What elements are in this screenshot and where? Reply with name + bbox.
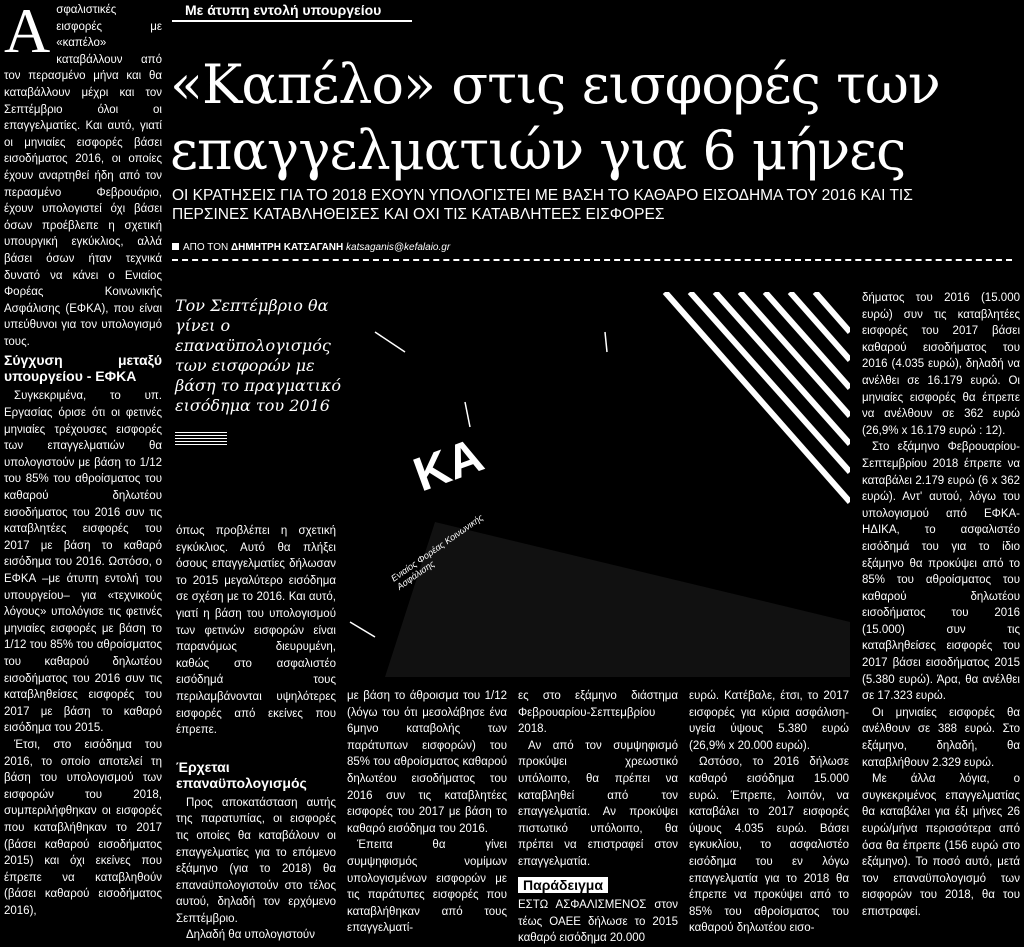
column-5 <box>689 688 849 937</box>
kicker-rule <box>172 20 412 22</box>
col1-subheading: Σύγχυση μεταξύ υπουργείου - ΕΦΚΑ <box>4 352 162 385</box>
col2-paragraph-3: Δηλαδή θα υπολογιστούν <box>186 929 315 942</box>
author-name: ΔΗΜΗΤΡΗ ΚΑΤΣΑΓΑΝΗ <box>230 242 344 253</box>
col1-paragraph-3: Έτσι, στο εισόδημα του 2016, το οποίο αποτελεί τη βάση του υπολογισμού των εισφορών του 2018, συμπεριλήφθηκαν οι εισφορές που καταβλήθηκαν το 2017 (βάσει καθαρού εισοδήματος 2015) και όχι εκείνες που έπρεπε να καταβληθούν (βάσει καθαρού εισοδήματος 2016), <box>4 738 162 917</box>
col3-paragraph-2: Έπειτα θα γίνει συμψηφισμός νομίμων υπολογισμένων εισφορών με τις παράτυπες εισφορές που καταβλήθηκαν από τους επαγγελματί- <box>347 839 507 935</box>
col1-paragraph-1: σφαλιστικές εισφορές με «καπέλο» καταβάλλουν από τον περασμένο μήνα και θα καταβάλλουν μέχρι και τον Σεπτέμβριο όλοι οι επαγγελματίες. Και αυτό, γιατί οι μηνιαίες εισφορές βάσει εισοδήματος 2016, οι οποίες έχουν αναρτηθεί ήδη από τον περασμένο Φεβρουάριο, έχουν υπολογιστεί όχι βάσει όσων προέβλεπε η σχετική υπουργική εγκύκλιος, αλλά βάσει όσων ήταν τεχνικά δυνατό να κάνει ο Ενιαίος Φορέας Κοινωνικής Ασφάλισης (ΕΦΚΑ), που είναι υπεύθυνοι για τον υπολογισμό τους. <box>4 4 162 348</box>
efka-building-photo <box>345 292 850 677</box>
column-6 <box>862 290 1020 921</box>
col4-paragraph-1: ες στο εξάμηνο διάστημα Φεβρουαρίου-Σεπτεμβρίου 2018. <box>518 690 678 736</box>
byline-prefix: ΑΠΟ ΤΟΝ <box>183 242 229 253</box>
col6-paragraph-1: δήματος του 2016 (15.000 ευρώ) συν τις καταβλητέες εισφορές του 2017 βάσει καθαρού εισοδήματος του 2016 (4.035 ευρώ), δηλαδή να ανέλθει σε 16.179 ευρώ. Οι μηνιαίες εισφορές θα έπρεπε να ανέλθουν σε 362 ευρώ (26,9% x 16.179 ευρώ : 12). <box>862 292 1020 437</box>
col1-paragraph-2: Συγκεκριμένα, το υπ. Εργασίας όρισε ότι οι φετινές μηνιαίες τρέχουσες εισφορές των επαγγελματιών θα υπολογιστούν με βάση το 1/12 του 85% του αθροίσματος του καθαρού δηλωτέου εισοδήματος του 2016 συν τις καταβλητέες εισφορές του 2017 με βάση το καθαρό εισόδημα του 2016. Ωστόσο, ο ΕΦΚΑ –με άτυπη εντολή του υπουργείου– για «τεχνικούς λόγους» υπολόγισε τις φετινές μηνιαίες εισφορές με βάση το 1/12 του 85% του αθροίσματος του καθαρού δηλωτέου εισοδήματος του 2016 συν τις καταβληθείσες εισφορές του 2017 με βάση το καθαρό εισόδημα του 2015. <box>4 390 162 735</box>
headline: «Καπέλο» στις εισφορές των επαγγελματιών για 6 μήνες <box>170 53 940 182</box>
bullet-square-icon <box>172 243 179 250</box>
col5-paragraph-1: ευρώ. Κατέβαλε, έτσι, το 2017 εισφορές για κύρια ασφάλιση-υγεία ύψους 5.380 ευρώ (26,9% x 20.000 ευρώ). <box>689 690 849 752</box>
col4-paragraph-2: Αν από τον συμψηφισμό προκύψει χρεωστικό υπόλοιπο, θα πρέπει να καταβληθεί από τον επαγγελματία. Αν προκύψει πιστωτικό υπόλοιπο, θα πρέπει να επιστραφεί στον επαγγελματία. <box>518 739 678 868</box>
kicker: Με άτυπη εντολή υπουργείου <box>185 2 382 18</box>
subhead: ΟΙ ΚΡΑΤΗΣΕΙΣ ΓΙΑ ΤΟ 2018 ΕΧΟΥΝ ΥΠΟΛΟΓΙΣΤΕΙ ΜΕ ΒΑΣΗ ΤΟ ΚΑΘΑΡΟ ΕΙΣΟΔΗΜΑ ΤΟΥ 2016 ΚΑΙ ΤΙΣ ΠΕΡΣΙΝΕΣ ΚΑΤΑΒΛΗΘΕΙΣΕΣ ΚΑΙ ΟΧΙ ΤΙΣ ΚΑΤΑΒΛΗΤΕΕΣ ΕΙΣΦΟΡΕΣ <box>172 187 913 223</box>
col6-paragraph-3: Οι μηνιαίες εισφορές θα ανέλθουν σε 388 ευρώ. Στο εξάμηνο, δηλαδή, θα καταβλήθουν 2.329 ευρώ. <box>862 706 1020 769</box>
column-4 <box>518 688 678 947</box>
pull-quote: Τον Σεπτέμβριο θα γίνει ο επαναϋπολογισμός των εισφορών με βάση το πραγματικό εισόδημα του 2016 <box>175 296 341 415</box>
photo-sign-caption: Ενιαίος Φορέας Κοινωνικής Ασφάλισης <box>389 512 486 592</box>
example-label: Παράδειγμα <box>518 877 608 894</box>
column-3 <box>347 688 507 937</box>
author-email: katsaganis@kefalaio.gr <box>346 242 451 253</box>
column-2 <box>176 523 336 944</box>
byline <box>172 242 450 253</box>
col6-paragraph-2: Στο εξάμηνο Φεβρουαρίου-Σεπτεμβρίου 2018 έπρεπε να καταβάλει 2.179 ευρώ (6 x 362 ευρώ). Αντ' αυτού, λόγω του υπολογισμού από ΕΦΚΑ-ΗΔΙΚΑ, το ασφαλιστέο εισόδημά του για το ίδιο εξάμηνο θα προκύψει από το 85% του αθροίσματος του καθαρού δηλωτέου εισοδήματος του 2016 (15.000) συν τις καταβληθείσες εισφορές του 2017 βάσει εισοδήματος 2015 (5.380 ευρώ). Άρα, θα ανέλθει σε 17.323 ευρώ. <box>862 441 1020 703</box>
col5-paragraph-2: Ωστόσο, το 2016 δήλωσε καθαρό εισόδημα 15.000 ευρώ. Έπρεπε, λοιπόν, να καταβάλει το 2017 εισφορές ύψους 4.035 ευρώ. Βάσει εγκυκλίου, το ασφαλιστέο εισόδημα του εν λόγω επαγγελματία για το 2018 θα έπρεπε να προκύψει από το 85% του αθροίσματος του καθαρού δηλωτέου εισο- <box>689 756 849 935</box>
col4-paragraph-3: ΕΣΤΩ ΑΣΦΑΛΙΣΜΕΝΟΣ στον τέως ΟΑΕΕ δήλωσε το 2015 καθαρό εισόδημα 20.000 <box>518 899 678 945</box>
col6-paragraph-4: Με άλλα λόγια, ο συγκεκριμένος επαγγελματίας θα καταβάλει για έξι μήνες 26 ευρώ/μήνα περισσότερα από όσα θα έπρεπε (156 ευρώ στο εξάμηνο). Το ποσό αυτό, μετά τον επαναϋπολογισμό των εισφορών του 2018, θα του επιστραφεί. <box>862 773 1020 918</box>
col2-paragraph-1: όπως προβλέπει η σχετική εγκύκλιος. Αυτό θα πλήξει όσους επαγγελματίες δήλωσαν το 2015 μεγαλύτερο εισόδημα σε σχέση με το 2016. Και αυτό, γιατί η βάση του υπολογισμού των φετινών εισφορών είναι παρανόμως διευρυμένη, καθώς στο ασφαλιστέο εισόδημά τους περιλαμβάνονται υψηλότερες εισφορές από εκείνες που έπρεπε. <box>176 525 336 737</box>
column-1 <box>4 2 162 919</box>
col3-paragraph-1: με βάση το άθροισμα του 1/12 (λόγω του ότι μεσολάβησε ένα 6μηνο καταβολής των παράτυπων εισφορών) του 85% του αθροίσματος καθαρού δηλωτέου εισοδήματος του 2016 συν τις καταβλητέες εισφορές του 2017 με βάση το καθαρό εισόδημα του 2016. <box>347 690 507 835</box>
photo-sign-letters: ΚΑ <box>406 428 491 503</box>
pull-quote-rule <box>175 432 227 446</box>
drop-cap: Α <box>4 0 51 66</box>
col2-subheading: Έρχεται επαναϋπολογισμός <box>176 758 307 791</box>
byline-rule <box>172 259 1012 261</box>
col2-paragraph-2: Προς αποκατάσταση αυτής της παρατυπίας, οι εισφορές τις οποίες θα καταβάλουν οι επαγγελματίες για το επόμενο εξάμηνο (για το 2018) θα επαναϋπολογιστούν στο τέλος αυτού, δηλαδή τον ερχόμενο Σεπτέμβριο. <box>176 796 336 925</box>
